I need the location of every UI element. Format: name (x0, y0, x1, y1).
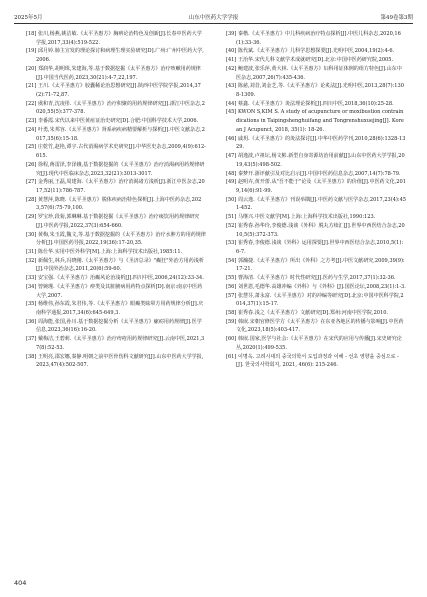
reference-entry: [53] 崔秀春,李俊德.浅谈《外科》运用探要[J].世界中西医结合杂志,2010,5(1):6-7. (226, 240, 404, 255)
reference-entry: [52] 崔秀春.孙华玲,李俊德.浅谈《外科》脱丸方续汇[J].世界中西医结合杂志,2010,5(5):372-373. (226, 222, 405, 238)
reference-entry: [19] 邱月婷.肺主宣发的理论探讨和病理生理实验研究[D].广州:广州中医药大学,2006. (26, 48, 204, 64)
reference-entry: [57] 张慧芬,萧永富.《太平圣惠方》对的冲编等研究[D].北京:中国中医科学院,2014,37(1):15-17. (226, 292, 404, 308)
reference-entry: [49] 赵明卉,黄开蕾.从"吾不能于"论及《太平圣惠方》的价值[J].中医药文化,2019,14(6):91-99. (226, 179, 406, 194)
reference-entry: [22] 虞和青,沈凌彤.《太平圣惠方》治疗积聚的用药规律研究[J].浙江中医杂志,2020,55(5):377-378. (26, 100, 205, 116)
reference-entry: [34] 曾婉瑾.《太平圣惠方》痹类及其脏腑病用药特点探析[D].南京:南京中医药大学,2007. (26, 283, 203, 299)
reference-entry: [35] 杨维伟,孙东霞,朱君伟,等.《太平圣惠方》眼癫类眩晕方用药规律分析[J].庆南科学通报,2017,34(6):645-649,3. (26, 301, 204, 316)
reference-entry: [36] 周海能,张国,孙川.基于数据挖掘分析《太平圣惠方》瘰疬用药规律[J].医学信息,2023,36(16):16-20. (26, 318, 202, 334)
reference-entry: [32] 新佩生,林兵,冯晓刚.《太平圣惠方》与《圣济总录》"癫狂"外治方用药浅析[J].中国外治杂志,2011,20(6):59-60. (26, 257, 204, 273)
reference-entry: [24] 叶勇,朱邦容.《太平圣惠方》肾系病疾病精要解析与探析[J].中医文献杂志,2017,35(6):15-18. (26, 126, 205, 142)
reference-entry: [18] 张川,杨燕,姚洁敏.《太平圣惠方》胸痹论治特色及创新[J].长春中医药大学学报,2017,33(4):519-522. (26, 31, 202, 46)
reference-entry: [31] 陈仕华.实用中医外科学[M].上海:上海科学技术出版社,1985:11. (26, 248, 183, 255)
reference-entry: [23] 李番霞.宋代以来中医黄疸证治史研究[D].合肥:中国科学技术大学,2006. (26, 118, 199, 125)
references-left-column (26, 30, 206, 370)
reference-entry: [55] 曹海清.《太平圣惠方》时代性研究[J].医药与生学,2017,37(1):32-36. (226, 275, 396, 282)
reference-entry: [45] KWON S,KIM S. A study of acupuncture or moxibustion contraindications in Taipingshenghuifang and Tongrenshuxuejing[J]. Korean J Acupunct, 2018, 35(1): 18-26. (226, 109, 404, 133)
reference-entry: [42] 鲍建波,张乐萍,黄大林.《太平圣惠方》妇科用证体例的组方特色[J].山东中医杂志,2007,26(7):435-436. (226, 65, 402, 81)
reference-entry: [58] 崔秀春.浅之《太平圣惠方》文献研究[D].郑州:河南中医学院,2010. (226, 310, 389, 316)
references-body (26, 30, 406, 565)
page-number: 404 (14, 579, 27, 587)
running-header (14, 12, 413, 24)
reference-entry: [28] 黄慧萍,陈晓.《太平圣惠方》脱体疾病治特色探析[J].上海中医药杂志,2023,57(6):75-79,100. (26, 196, 202, 212)
reference-entry: [44] 蔡鑫.《太平圣惠方》灸法理论探析[J].四川中医,2018,36(10):25-28. (226, 100, 394, 107)
references-right-column (226, 30, 406, 370)
reference-entry: [59] 韩嵌.宋朝官修医学方《太平圣惠方》在东亚各地区的传播与影响[J].中医药文化,2023,18(5):403-417. (226, 318, 404, 334)
reference-entry: [38] 王明亮,邵宏娜,秦静.明朝之前中医骨伤科文献研究[J].山东中医药大学学报,2023,47(4):502-507. (26, 353, 204, 369)
reference-entry: [20] 郑润华,胡明珠,朱建海,等.基于数据挖掘《太平圣惠方》治疗咳嗽用药规律[J].中国当代医药,2023,30(21):4-7,22,197. (26, 65, 201, 81)
reference-entry: [47] 胡逸波,卢祖坛,杨文彬.新型自身寄源坊治用前献[J].山东中医药大学学报,2019,43(5):498-502. (226, 153, 405, 168)
reference-entry: [30] 黄梅,朱玉霞,魏文,等.基于数据挖掘的《太平圣惠方》治疗水肿方的用药规律分析[J].中国医药导报,2022,19(36):17-20,35. (26, 231, 206, 247)
reference-entry: [41] 王治华.宋代儿科文献学术成就研究[D].北京:中国中医药研究院,2005. (226, 57, 394, 64)
reference-entry: [60] 韩嵌.国家,医学与社会:《太平圣惠方》在宋代的应用与传播[J].宋史研究论丛,2020(1):499-535. (226, 336, 402, 351)
reference-entry: [46] 戚玥.《太平圣惠方》的灸法探讨[J].中华中医药学刊,2010,28(6):1328-1329. (226, 135, 406, 151)
reference-entry: [51] 马继兴.中医文献学[M].上海:上海科学技术出版社,1990:123. (226, 214, 376, 221)
reference-entry: [40] 陈代斌.《太平圣惠方》儿科学思想探要[J].光明中医,2004,19(2):4-6. (226, 48, 395, 55)
header-journal-title: 山东中医药大学学报 (188, 15, 239, 21)
reference-entry: [61] 이명옥. 고려시대의 중국의학서 도입과정과 이해 - 선초 영향을 중심으로 - [J]. 한국의사학회지, 2021, 46(6): 215-246. (226, 353, 399, 369)
reference-entry: [33] 安宝强.《太平圣惠方》治癫风论治浅析[J].四川中医,2006,24(12):33-34. (26, 275, 204, 282)
reference-entry: [26] 徐程,蒋雷泽,李泽娥,基于数据挖掘的《太平圣惠方》治疗消渴病用药规律研究[J].现代中医临床杂志,2023,32(21):3013-3017. (26, 161, 205, 177)
reference-entry: [21] 王川.《太平圣惠方》胶囊稀论治思想研究[J].陕西中医学院学报,2014,37(2):71-72,87. (26, 83, 201, 99)
reference-entry: [48] 秦梦开.浙评献引及对比启示[J].中国中医药信息杂志,2007,14(7):78-79. (226, 170, 401, 177)
reference-entry: [50] 周云逸.《太平圣惠方》刊误举隅[J].中医药文献与医学杂志,2017,23(4):451-452. (226, 196, 407, 212)
reference-entry: [54] 郭瀚捷.《太平圣惠方》所出《外科》之方考[J].中医文献研究,2009,39(9):17-21. (226, 257, 405, 273)
header-volume-issue: 第49卷第3期 (380, 15, 413, 21)
reference-entry: [43] 陈慈,刘昔,刘金芝,等.《太平圣惠方》论炙法[J].光明中医,2013,28(7):1308-1309. (226, 83, 404, 99)
reference-entry: [29] 罗宝珍,段菊,郭琳琳.基于数据挖掘《太平圣惠方》治疗痰饮用药规律研究[J].中医药学报,2022,37(3):654-660. (26, 214, 200, 229)
reference-entry: [56] 刘世恩,毛德华.高雄冲编《外科》与《外科》[J].国医论坛,2008,23(1):1-3. (226, 283, 406, 290)
reference-entry: [25] 庄乾竹,赵艳,谭宇.古代消渴病学术史研究[J].中华医史杂志,2009,4(9):612-615. (26, 144, 206, 160)
reference-entry: [39] 秦楷.《太平圣惠方》中儿科疾病治疗特点探析[J].中医儿科杂志,2020,16(1):33-36. (226, 31, 401, 46)
header-date: 2025年5月 (14, 15, 43, 21)
reference-entry: [37] 戴梅洁,王碧莉.《太平圣惠方》治疗痔疮用药规律研究[J].云南中医,2021,37(8):52-53. (26, 336, 205, 351)
reference-entry: [27] 金秀丽,王磊,周建海.《太平圣惠方》治疗消渴诸方浅析[J].浙江中医杂志,2017,52(11):786-787. (26, 179, 205, 194)
